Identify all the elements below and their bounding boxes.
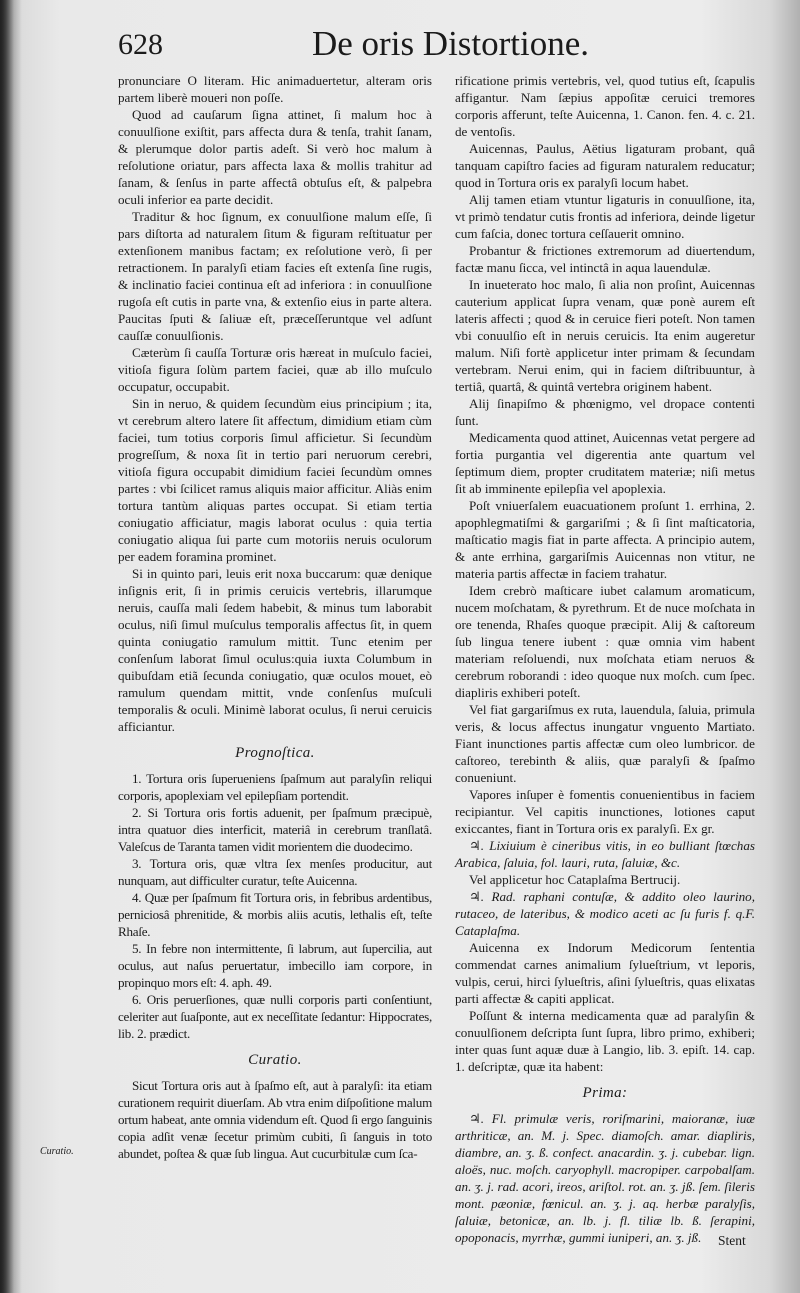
- prognostic-item: 2. Si Tortura oris fortis aduenit, per ſpaſmum præcipuè, intra quatuor dies interficit, materiâ in cerebrum tranſlatâ. Valeſcus de Taranta tamen vidit morientem die duodecimo.: [118, 805, 432, 854]
- prognostic-item: 1. Tortura oris ſuperueniens ſpaſmum aut paralyſin reliqui corporis, apoplexiam vel epilepſiam portendit.: [118, 771, 432, 803]
- paragraph: Quod ad cauſarum ſigna attinet, ſi malum hoc à conuulſione exiſtit, pars affecta dura & tenſa, trahit ſanam, & plerumque dolor partis adeſt. Si verò hoc malum à reſolutione oriatur, pars affecta laxa & mollis trahitur ad ſanam, & ſenſus in parte affectâ obtuſus eſt, & palpebra oculi inferior ea parte decidit.: [118, 107, 432, 207]
- page-number: 628: [118, 28, 163, 61]
- paragraph: Traditur & hoc ſignum, ex conuulſione malum eſſe, ſi pars diſtorta ad naturalem ſitum & figuram reſtituatur per extenſionem manibus factam; ex reſolutione verò, ſi per retractionem. In paralyſi etiam facies eſt extenſa ſine rugis, & inclinatio faciei continua eſt ad inferiora : in conuulſione rugoſa eſt cutis in parte vna, & extenſio eius in parte altera. Paucitas ſputi & ſaliuæ eſt, præceſſeruntque vel adſunt cauſſæ conuulſionis.: [118, 209, 432, 343]
- prognostic-item: 6. Oris peruerſiones, quæ nulli corporis parti conſentiunt, celeriter aut ſuaſponte, aut ex neceſſitate ſedantur: Hippocrates, lib. 2. prædict.: [118, 992, 432, 1041]
- paragraph: Vel fiat gargariſmus ex ruta, lauendula, ſaluia, primula veris, & locus affectus inungatur vnguento Martiato. Fiant inunctiones partis affectæ cum oleo lumbricor. de caſtoreo, terebinth & aliis, quæ paralyſi & ſpaſmo conueniunt.: [455, 702, 755, 785]
- paragraph: Probantur & frictiones extremorum ad diuertendum, factæ manu ſicca, vel intinctâ in aqua lauendulæ.: [455, 243, 755, 275]
- prognostic-item: 3. Tortura oris, quæ vltra ſex menſes producitur, aut nunquam, aut difficulter curatur, teſte Auicenna.: [118, 856, 432, 888]
- paragraph: In inueterato hoc malo, ſi alia non proſint, Auicennas cauterium applicat ſupra venam, quæ ponè aurem eſt lateris affecti ; quod & in ceruice fieri poteſt. Non tamen vbi conuulſio eſt in neruis ceruicis. Ita enim augeretur malum. Niſi fortè applicetur inter primam & ſecundam vertebram. Nerui enim, qui in faciem diſtribuuntur, à tertiâ, quartâ, & quintâ vertebra originem habent.: [455, 277, 755, 394]
- paragraph: Idem crebrò maſticare iubet calamum aromaticum, nucem moſchatam, & pyrethrum. Et de nuce moſchata in ore tenenda, Rhaſes quoque præcipit. Alij & caſtoreum ſub lingua tenere iubent : quæ omnia vim habent materiam reſoluendi, nux moſchata etiam neruos & cerebrum roborandi : ideo quoque nux moſch. cum ſpec. diapliris exhiberi poteſt.: [455, 583, 755, 700]
- paragraph: Poſſunt & interna medicamenta quæ ad paralyſin & conuulſionem deſcripta ſunt ſupra, libro primo, exhiberi; inter quas ſunt aquæ duæ à Langio, lib. 3. epiſt. 14. cap. 1. deſcriptæ, quæ ita habent:: [455, 1008, 755, 1074]
- paragraph: Alij tamen etiam vtuntur ligaturis in conuulſione, ita, vt primò tendatur cutis frontis ad inferiora, deinde ligetur cum faſcia, donec tortura ceſſauerit omnino.: [455, 192, 755, 241]
- paragraph: Auicenna ex Indorum Medicorum ſententia commendat carnes animalium ſylueſtrium, vt leporis, vulpis, cerui, hirci ſylueſtris, aſini ſylueſtris, quas elixatas parti affectæ & capiti applicat.: [455, 940, 755, 1006]
- paragraph: pronunciare O literam. Hic animaduertetur, alteram oris partem liberè moueri non poſſe.: [118, 73, 432, 105]
- paragraph: Vapores inſuper è fomentis conuenientibus in faciem recipiantur. Vel capitis inunctiones, lotiones caput exiccantes, fiant in Tortura oris ex paralyſi. Ex gr.: [455, 787, 755, 836]
- paragraph: rificatione primis vertebris, vel, quod tutius eſt, ſcapulis affigantur. Nam ſæpius appoſitæ ceruici tremores corporis afferunt, teſte Auicenna, 1. Canon. fen. 4. c. 21. de ventoſis.: [455, 73, 755, 139]
- recipe: ♃. Rad. raphani contuſæ, & addito oleo laurino, rutaceo, de lateribus, & modico aceti ac ſu furis f. q.F. Cataplaſma.: [455, 889, 755, 938]
- prognostic-item: 4. Quæ per ſpaſmum fit Tortura oris, in febribus ardentibus, perniciosâ phrenitide, & morbis aliis acutis, lethalis eſt, teſte Rhaſe.: [118, 890, 432, 939]
- paragraph: Sicut Tortura oris aut à ſpaſmo eſt, aut à paralyſi: ita etiam curationem requirit diuerſam. Ab vtra enim diſpoſitione malum ortum habeat, ante omnia videndum eſt. Quod ſi ergo ſanguinis copia adſit venæ ſecetur primùm cubiti, ſi ſanguis in toto abundet, poſtea & quæ ſub lingua. Aut cucurbitulæ cum ſca-: [118, 1078, 432, 1161]
- paragraph: Sin in neruo, & quidem ſecundùm eius principium ; ita, vt cerebrum altero latere ſit affectum, dimidium etiam cùm faciei, tum totius corporis ſimul afficietur. Si ſecundùm progreſſum, & noxa ſit in tertio pari neruorum cerebri, vitioſa figura occupabit dimidium faciei ſecundùm omnes partes : vbi ſcilicet ramus aliquis maior afficitur. Aliàs enim tortura tantùm aliquas partes occupat. Si etiam tertia coniugatio afficiatur, magis laborat oculus : quia tertia coniugatio aliqua ſui parte cum motoriis neruis oculorum per eadem foramina prominet.: [118, 396, 432, 564]
- paragraph: Vel applicetur hoc Cataplaſma Bertrucij.: [469, 872, 681, 887]
- marginal-note: Curatio.: [40, 1146, 74, 1157]
- left-column: [118, 72, 432, 1162]
- catchword: Stent: [718, 1233, 746, 1248]
- section-heading-prognostica: Prognoſtica.: [235, 745, 315, 761]
- paragraph: Poſt vniuerſalem euacuationem proſunt 1. errhina, 2. apophlegmatiſmi & gargariſmi ; & ſi ſint maſticatoria, maſticatio magis fiat in parte affecta. A principio autem, & ante errhina, gargariſmis Auicennas non vtitur, ne materia partis affectæ in faciem trahatur.: [455, 498, 755, 581]
- right-column: [455, 72, 755, 1246]
- running-title: De oris Distortione.: [312, 24, 590, 63]
- paragraph: Auicennas, Paulus, Aëtius ligaturam probant, quâ tanquam capiſtro facies ad figuram naturalem reducatur; quod in Tortura oris ex paralyſi locum habet.: [455, 141, 755, 190]
- section-heading-prima: Prima:: [582, 1085, 628, 1101]
- gutter-shadow: [0, 0, 14, 1293]
- paragraph: Cæterùm ſi cauſſa Torturæ oris hæreat in muſculo faciei, vitioſa figura ſolùm partem faciei, quæ ab illo muſculo occupatur, occupabit.: [118, 345, 432, 394]
- recipe: ♃. Fl. primulæ veris, roriſmarini, maioranæ, iuæ arthriticæ, an. M. j. Spec. diamoſch. amar. diapliris, diambre, an. ʒ. ß. confect. anacardin. ʒ. j. cubebar. lign. aloës, nuc. moſch. caryophyll. macropiper. carpobalſam. an. ʒ. j. rad. acori, ireos, ariſtol. rot. an. ʒ. jß. ſem. ſileris mont. pæoniæ, fœnicul. an. ʒ. j. aq. herbæ paralyſis, ſaluiæ, betonicæ, an. lb. j. fl. tiliæ lb. ß. ſerapini, opoponacis, myrrhæ, gummi iuniperi, an. ʒ. jß.: [455, 1111, 755, 1245]
- paragraph: Alij ſinapiſmo & phœnigmo, vel dropace contenti ſunt.: [455, 396, 755, 428]
- paragraph: Medicamenta quod attinet, Auicennas vetat pergere ad fortia purgantia vel digerentia ante quartum vel ſeptimum diem, propter cruditatem materiæ; niſi metus ſit ab imminente epilepſia vel apoplexia.: [455, 430, 755, 496]
- prognostic-item: 5. In febre non intermittente, ſi labrum, aut ſupercilia, aut oculus, aut naſus peruertatur, imbecillo iam corpore, in propinquo mors eſt: 4. aph. 49.: [118, 941, 432, 990]
- section-heading-curatio: Curatio.: [248, 1052, 302, 1068]
- recipe: ♃. Lixiuium è cineribus vitis, in eo bulliant ſtœchas Arabica, ſaluia, fol. lauri, ruta, ſaluiæ, &c.: [455, 838, 755, 870]
- paragraph: Si in quinto pari, leuis erit noxa buccarum: quæ denique inſignis erit, ſi in primis ceruicis vertebris, illarumque neruis, cauſſa mali ſedem habebit, & minus tum laborabit oculus, niſi ſimul muſculus temporalis affectus ſit, in quem quinta coniugatio ramulum mittit. Tunc etenim per conſenſum laborat ſimul oculus:quia iuxta Columbum in quibuſdam etiã ſecunda coniugatio, quæ oculos mouet, eò ramulum quendam mittit, vnde conſenſus muſculi temporalis & oculi. Minimè laborat oculus, ſi nerui ceruicis afficiantur.: [118, 566, 432, 734]
